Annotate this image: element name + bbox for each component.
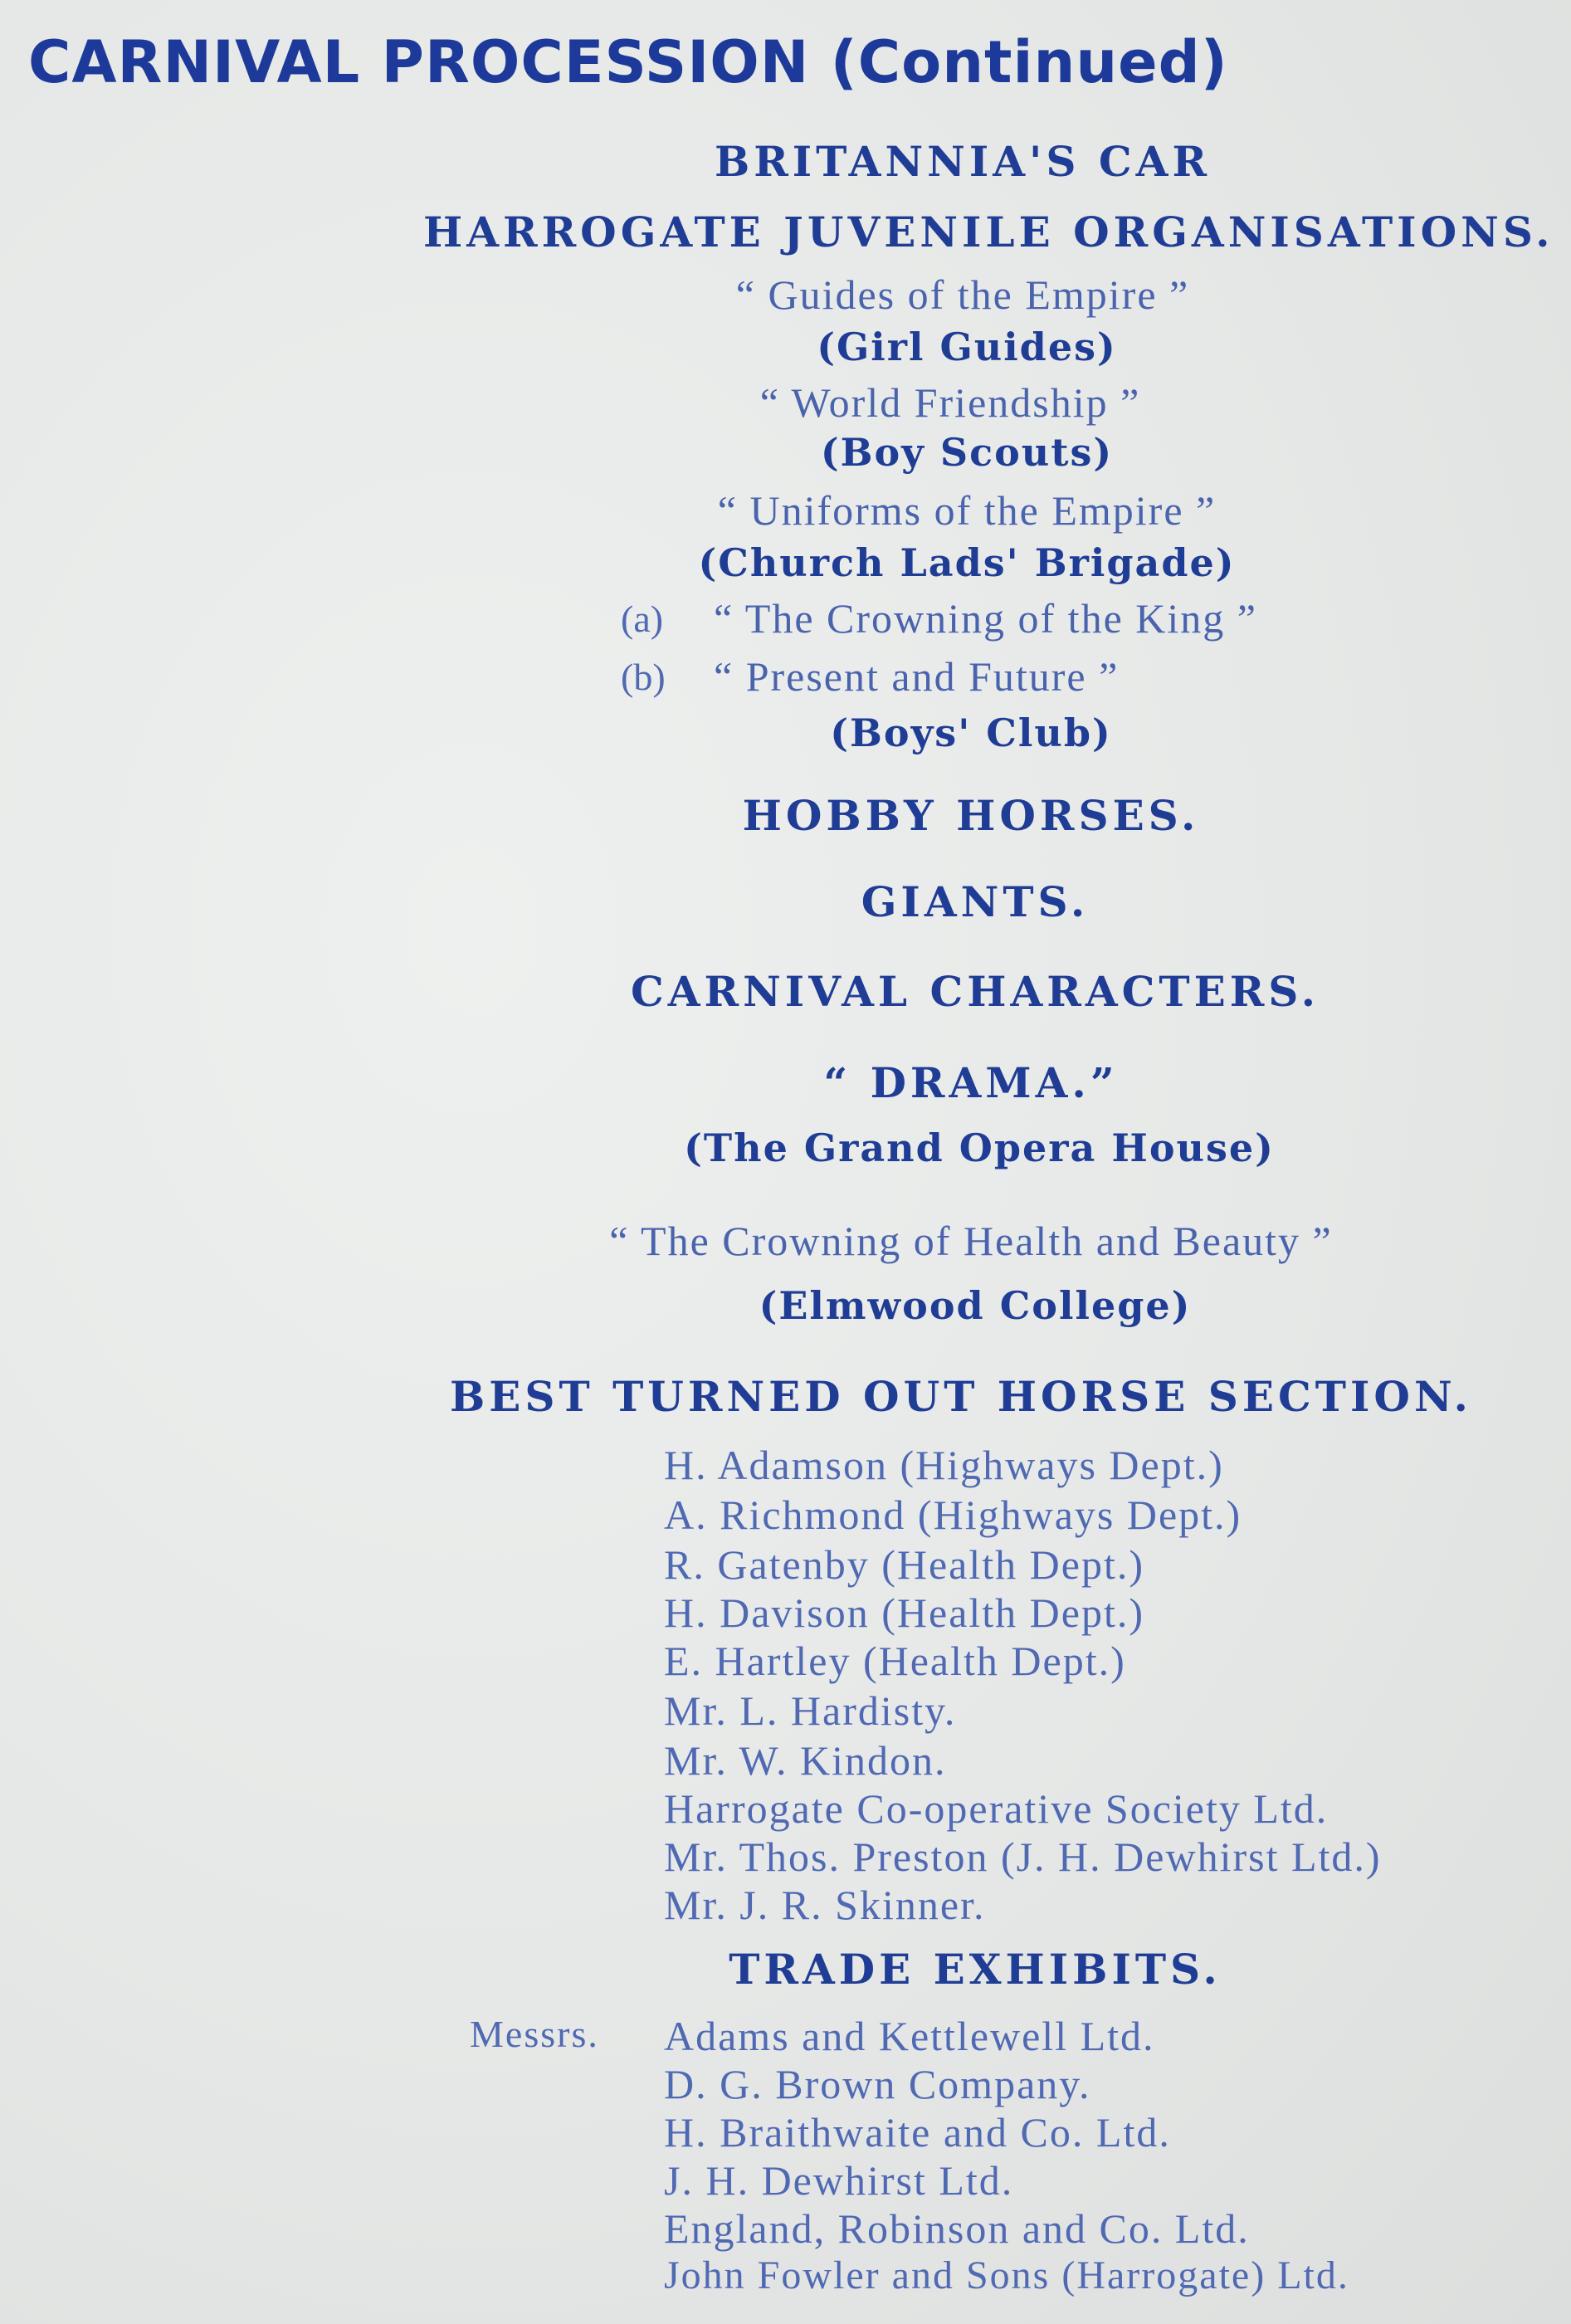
horse-entry: E. Hartley (Health Dept.) [664,1638,1126,1684]
trade-entry: J. H. Dewhirst Ltd. [664,2157,1014,2204]
uniforms-quote: “ Uniforms of the Empire ” [717,487,1217,534]
horse-entry: A. Richmond (Highways Dept.) [664,1492,1242,1538]
horse-entry: R. Gatenby (Health Dept.) [664,1541,1145,1588]
world-friendship-quote: “ World Friendship ” [759,379,1141,426]
messrs-prefix: Messrs. [470,2013,599,2055]
trade-entry: Adams and Kettlewell Ltd. [664,2013,1155,2059]
drama-heading: “ DRAMA.” [823,1058,1119,1107]
boy-scouts-label: (Boy Scouts) [820,430,1114,475]
boys-club-label: (Boys' Club) [830,710,1112,755]
britannia-car-heading: BRITANNIA'S CAR [714,137,1212,186]
crowning-of-king-quote: “ The Crowning of the King ” [714,595,1257,642]
horse-entry: Mr. Thos. Preston (J. H. Dewhirst Ltd.) [664,1833,1382,1880]
health-and-beauty-quote: “ The Crowning of Health and Beauty ” [609,1218,1333,1264]
horse-entry: Mr. L. Hardisty. [664,1687,957,1734]
horse-entry: H. Davison (Health Dept.) [664,1589,1145,1636]
guides-quote: “ Guides of the Empire ” [735,271,1190,318]
item-b-marker: (b) [621,656,666,698]
hobby-horses-heading: HOBBY HORSES. [742,791,1200,840]
horse-entry: Harrogate Co-operative Society Ltd. [664,1785,1329,1832]
giants-heading: GIANTS. [861,877,1090,926]
horse-entry: Mr. W. Kindon. [664,1737,947,1784]
elmwood-college-label: (Elmwood College) [759,1283,1192,1328]
church-lads-brigade-label: (Church Lads' Brigade) [698,540,1236,585]
girl-guides-label: (Girl Guides) [817,325,1117,369]
trade-entry: H. Braithwaite and Co. Ltd. [664,2109,1171,2156]
present-and-future-quote: “ Present and Future ” [714,653,1120,700]
page-title: CARNIVAL PROCESSION (Continued) [28,28,1228,96]
trade-entry: England, Robinson and Co. Ltd. [664,2205,1250,2252]
horse-entry: H. Adamson (Highways Dept.) [664,1442,1224,1488]
carnival-characters-heading: CARNIVAL CHARACTERS. [630,967,1320,1016]
horse-section-heading: BEST TURNED OUT HORSE SECTION. [450,1372,1472,1421]
trade-entry: John Fowler and Sons (Harrogate) Ltd. [664,2253,1349,2297]
grand-opera-house-label: (The Grand Opera House) [684,1125,1275,1170]
trade-entry: D. G. Brown Company. [664,2061,1091,2107]
trade-exhibits-heading: TRADE EXHIBITS. [729,1945,1222,1994]
item-a-marker: (a) [621,598,664,640]
juvenile-organisations-heading: HARROGATE JUVENILE ORGANISATIONS. [423,208,1554,256]
horse-entry: Mr. J. R. Skinner. [664,1882,986,1928]
